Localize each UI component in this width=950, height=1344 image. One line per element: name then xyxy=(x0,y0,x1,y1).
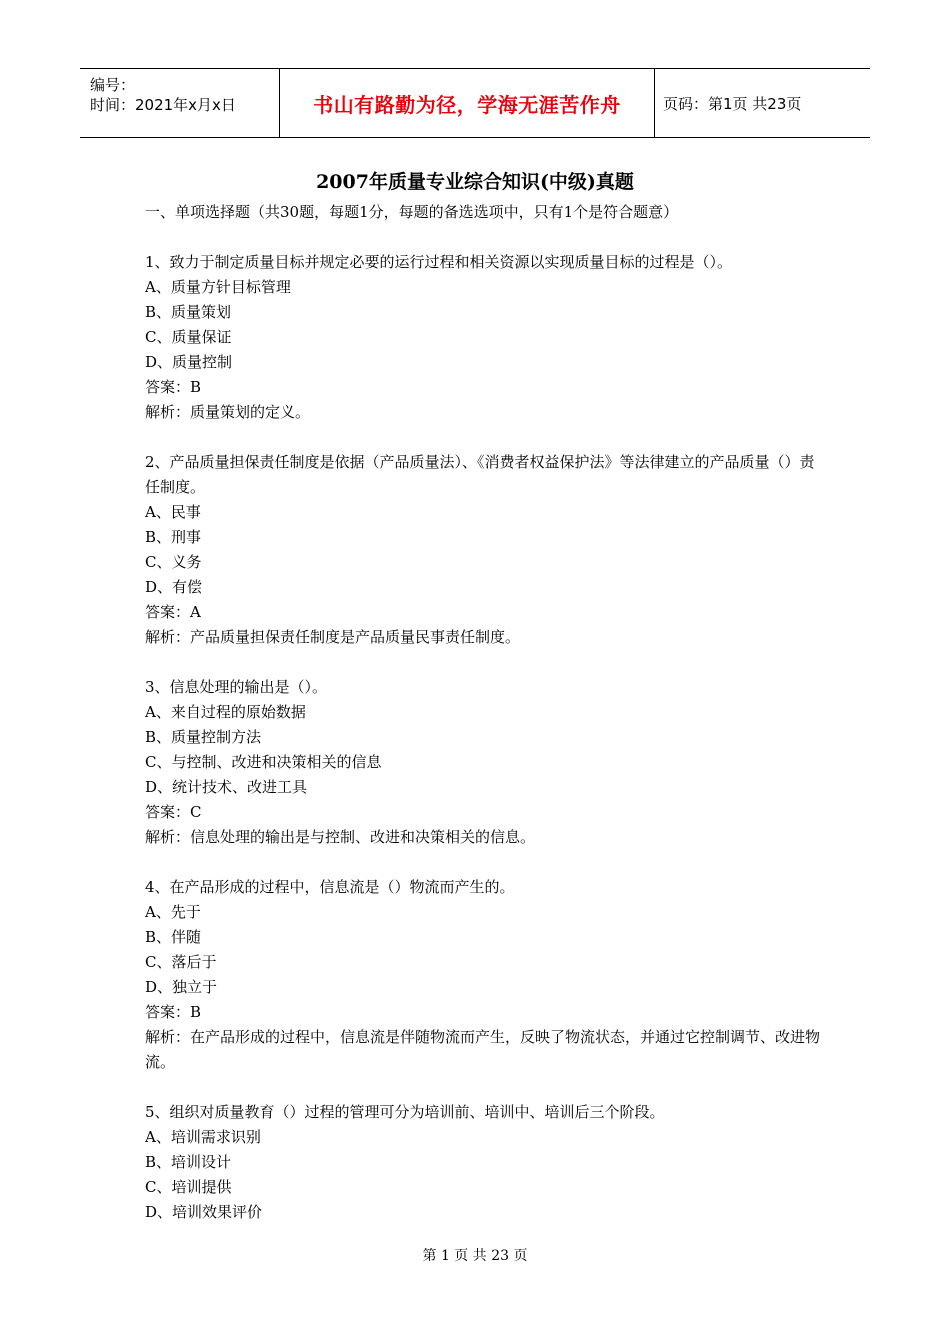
option-d: D、统计技术、改进工具 xyxy=(145,778,308,796)
option-d: D、有偿 xyxy=(145,578,203,596)
header-page-info: 页码：第1页 共23页 xyxy=(663,94,802,113)
question-stem: 1、致力于制定质量目标并规定必要的运行过程和相关资源以实现质量目标的过程是（）。 xyxy=(145,253,733,271)
option-b: B、质量控制方法 xyxy=(145,728,262,746)
question-5 xyxy=(145,1100,825,1225)
page-footer: 第 1 页 共 23 页 xyxy=(422,1248,528,1264)
option-c: C、培训提供 xyxy=(145,1178,232,1196)
option-c: C、与控制、改进和决策相关的信息 xyxy=(145,753,382,771)
option-d: D、质量控制 xyxy=(145,353,233,371)
option-a: A、质量方针目标管理 xyxy=(145,278,291,296)
question-3 xyxy=(145,675,825,850)
option-a: A、培训需求识别 xyxy=(145,1128,261,1146)
question-stem: 2、产品质量担保责任制度是依据（产品质量法）、《消费者权益保护法》等法律建立的产品质量（）责任制度。 xyxy=(145,453,815,496)
header-meta xyxy=(80,69,280,137)
analysis: 解析：产品质量担保责任制度是产品质量民事责任制度。 xyxy=(145,628,521,646)
option-d: D、独立于 xyxy=(145,978,218,996)
option-a: A、先于 xyxy=(145,903,201,921)
question-stem: 3、信息处理的输出是（）。 xyxy=(145,678,328,696)
option-c: C、落后于 xyxy=(145,953,217,971)
doc-time-label: 时间：2021年x月x日 xyxy=(90,96,236,114)
page-header xyxy=(80,68,870,138)
option-b: B、质量策划 xyxy=(145,303,232,321)
section-intro: 一、单项选择题（共30题，每题1分，每题的备选选项中，只有1个是符合题意） xyxy=(145,203,679,221)
question-2 xyxy=(145,450,825,650)
answer: 答案：B xyxy=(145,1003,202,1021)
option-a: A、民事 xyxy=(145,503,201,521)
analysis: 解析：在产品形成的过程中，信息流是伴随物流而产生，反映了物流状态，并通过它控制调节、改进物流。 xyxy=(145,1028,821,1071)
option-b: B、刑事 xyxy=(145,528,202,546)
answer: 答案：B xyxy=(145,378,202,396)
question-stem: 4、在产品形成的过程中，信息流是（）物流而产生的。 xyxy=(145,878,515,896)
header-motto: 书山有路勤为径，学海无涯苦作舟 xyxy=(280,69,655,137)
analysis: 解析：质量策划的定义。 xyxy=(145,403,311,421)
option-a: A、来自过程的原始数据 xyxy=(145,703,306,721)
option-b: B、伴随 xyxy=(145,928,202,946)
option-c: C、义务 xyxy=(145,553,202,571)
question-1 xyxy=(145,250,825,425)
answer: 答案：C xyxy=(145,803,202,821)
doc-number-label: 编号： xyxy=(90,76,136,94)
document-body xyxy=(145,168,825,1250)
option-c: C、质量保证 xyxy=(145,328,232,346)
question-stem: 5、组织对质量教育（）过程的管理可分为培训前、培训中、培训后三个阶段。 xyxy=(145,1103,665,1121)
option-d: D、培训效果评价 xyxy=(145,1203,263,1221)
question-4 xyxy=(145,875,825,1075)
option-b: B、培训设计 xyxy=(145,1153,232,1171)
analysis: 解析：信息处理的输出是与控制、改进和决策相关的信息。 xyxy=(145,828,536,846)
document-title: 2007年质量专业综合知识(中级)真题 xyxy=(316,171,634,193)
answer: 答案：A xyxy=(145,603,201,621)
